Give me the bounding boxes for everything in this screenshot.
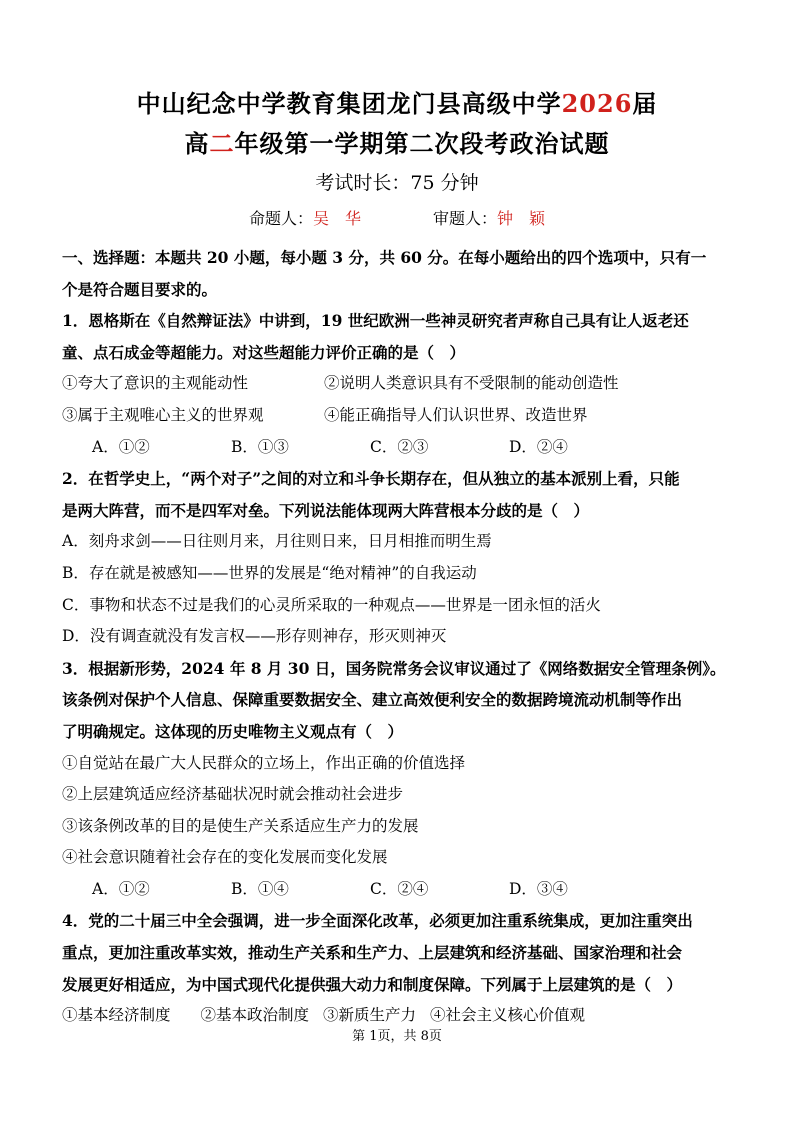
statement: ③该条例改革的目的是使生产关系适应生产力的发展 <box>62 816 419 835</box>
setter-label: 命题人： <box>248 209 313 228</box>
question-1-statements <box>62 368 732 400</box>
option-b: B．存在就是被感知——世界的发展是“绝对精神”的自我运动 <box>62 563 477 582</box>
section-instruction: 个是符合题目要求的。 <box>62 279 218 299</box>
title-suffix: 届 <box>632 89 658 118</box>
section-instruction: 一、选择题：本题共 20 小题，每小题 3 分，共 60 分。在每小题给出的四个选项中，只有一 <box>62 248 707 267</box>
option-c: C．②③ <box>370 437 429 456</box>
statement: ①夸大了意识的主观能动性 <box>62 374 249 393</box>
statement: ②上层建筑适应经济基础状况时就会推动社会进步 <box>62 785 404 804</box>
school-name: 中山纪念中学教育集团龙门县高级中学 <box>136 89 562 118</box>
question-4-stem: 4．党的二十届三中全会强调，进一步全面深化改革，必须更加注重系统集成，更加注重突出 <box>62 911 693 931</box>
option-d: D．没有调查就没有发言权——形存则神存，形灭则神灭 <box>62 627 447 646</box>
option-a: A．①② <box>92 437 150 456</box>
class-year: 2026 <box>561 89 633 118</box>
reviewer-label: 审题人： <box>433 209 498 228</box>
question-3-stem: 了明确规定。这体现的历史唯物主义观点有（ ） <box>62 721 404 741</box>
option-a: A．①② <box>92 879 150 898</box>
statement: ①自觉站在最广大人民群众的立场上，作出正确的价值选择 <box>62 753 466 772</box>
question-3-options <box>62 874 732 906</box>
option-a: A．刻舟求剑——日往则月来，月往则日来，日月相推而明生焉 <box>62 532 492 551</box>
statement: ②基本政治制度 <box>200 1006 310 1025</box>
exam-content <box>62 242 732 1032</box>
exam-duration: 考试时长：75 分钟 <box>315 172 479 194</box>
title-prefix: 高 <box>184 129 210 158</box>
exam-name: 年级第一学期第二次段考政治试题 <box>234 129 610 158</box>
exam-title-line2 <box>0 124 794 159</box>
question-2-stem: 2．在哲学史上，“两个对子”之间的对立和斗争长期存在，但从独立的基本派别上看，只能 <box>62 469 680 489</box>
statement: ④社会意识随着社会存在的变化发展而变化发展 <box>62 848 388 867</box>
question-2-stem: 是两大阵营，而不是四军对垒。下列说法能体现两大阵营根本分歧的是（ ） <box>62 500 590 520</box>
question-3-stem: 3．根据新形势，2024 年 8 月 30 日，国务院常务会议审议通过了《网络数据安全管理条例》。 <box>62 658 726 678</box>
setter-name: 吴 华 <box>312 209 361 228</box>
statement: ④社会主义核心价值观 <box>430 1006 586 1025</box>
question-1-stem: 童、点石成金等超能力。对这些超能力评价正确的是（ ） <box>62 342 466 362</box>
reviewer-name: 钟 颖 <box>497 209 546 228</box>
statement: ①基本经济制度 <box>62 1006 171 1025</box>
option-d: D．③④ <box>509 879 568 898</box>
statement: ④能正确指导人们认识世界、改造世界 <box>324 405 588 424</box>
question-4-stem: 发展更好相适应，为中国式现代化提供强大动力和制度保障。下列属于上层建筑的是（ ） <box>62 974 683 994</box>
question-3-stem: 该条例对保护个人信息、保障重要数据安全、建立高效便利安全的数据跨境流动机制等作出 <box>62 690 683 710</box>
question-1-statements <box>62 400 732 432</box>
question-1-options <box>62 432 732 464</box>
page-footer: 第 1页，共 8页 <box>352 1029 442 1044</box>
question-1-stem: 1．恩格斯在《自然辩证法》中讲到，19 世纪欧洲一些神灵研究者声称自己具有让人返老还 <box>62 311 689 331</box>
option-b: B．①④ <box>231 879 289 898</box>
statement: ②说明人类意识具有不受限制的能动创造性 <box>324 374 619 393</box>
grade-number: 二 <box>209 129 235 158</box>
statement: ③属于主观唯心主义的世界观 <box>62 405 264 424</box>
option-b: B．①③ <box>231 437 289 456</box>
option-d: D．②④ <box>509 437 568 456</box>
option-c: C．事物和状态不过是我们的心灵所采取的一种观点——世界是一团永恒的活火 <box>62 595 601 614</box>
statement: ③新质生产力 <box>323 1006 417 1025</box>
exam-title-line1 <box>0 84 794 119</box>
option-c: C．②④ <box>370 879 429 898</box>
authors-line <box>0 206 794 229</box>
question-4-stem: 重点，更加注重改革实效，推动生产关系和生产力、上层建筑和经济基础、国家治理和社会 <box>62 943 683 963</box>
